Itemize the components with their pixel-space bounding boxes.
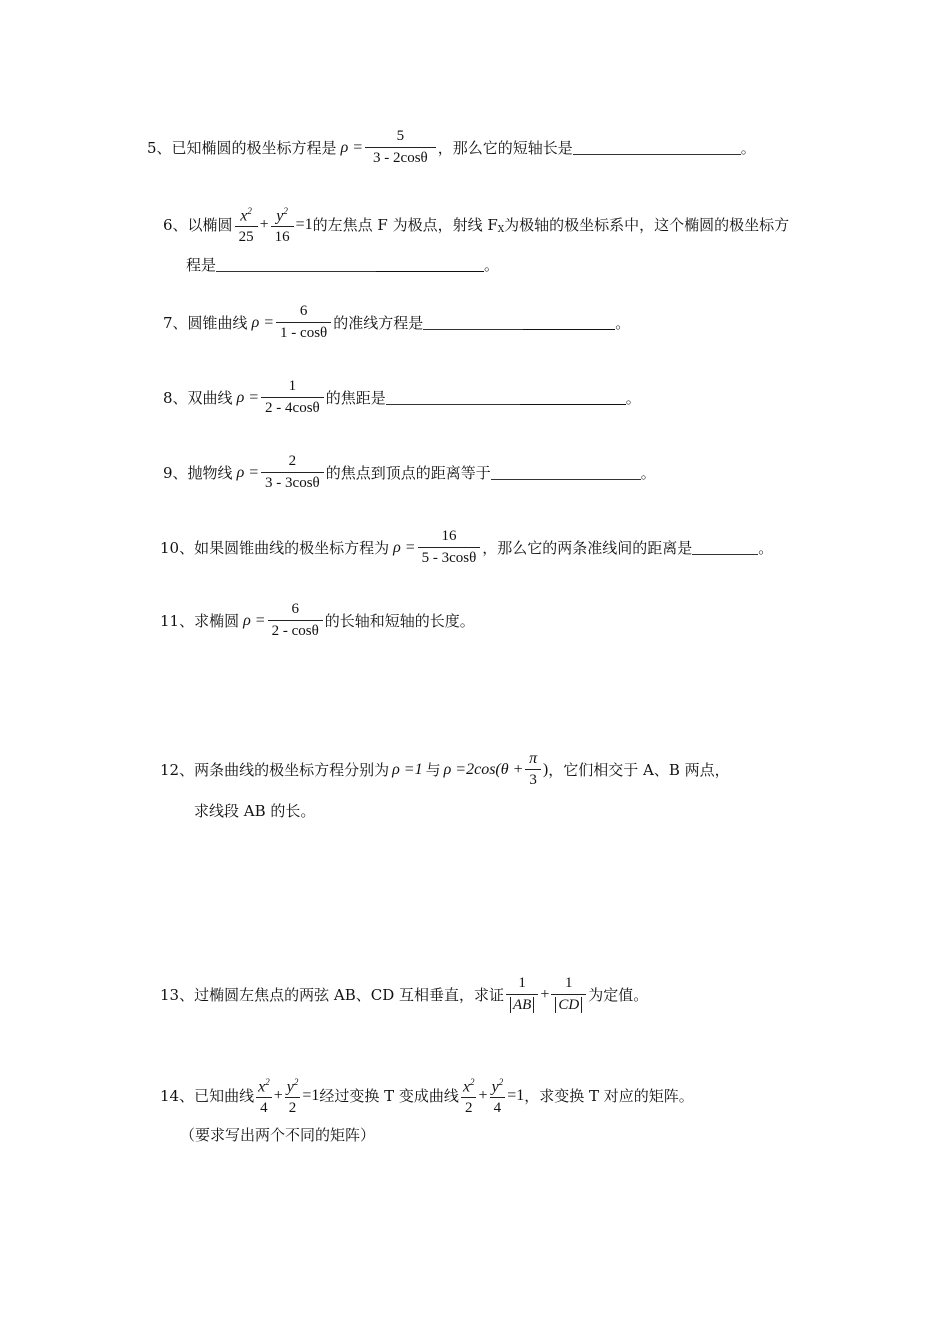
fraction-denominator: AB <box>506 994 538 1014</box>
question-number: 13、 <box>160 986 195 1004</box>
fraction <box>276 303 331 342</box>
plus-sign: + <box>273 1086 283 1104</box>
question-text: 程是 <box>186 256 217 274</box>
fraction-1-over-ab <box>506 975 538 1014</box>
question-number: 10、 <box>160 539 195 557</box>
answer-blank[interactable] <box>386 390 520 405</box>
fraction-denominator: 1 - cosθ <box>276 322 331 342</box>
equation-rho-1: ρ =1 <box>392 760 423 778</box>
plus-sign: + <box>478 1086 488 1104</box>
answer-blank[interactable] <box>692 540 758 555</box>
fraction-numerator: $y^2$ <box>286 1077 299 1096</box>
fraction-denominator: 4 <box>490 1097 506 1117</box>
subscript-x: X <box>497 224 505 235</box>
rho-symbol: ρ = <box>236 463 260 481</box>
question-7 <box>163 303 630 342</box>
fraction-x2-2 <box>461 1074 477 1117</box>
question-14-note <box>180 1124 375 1145</box>
rho-symbol: ρ = <box>251 313 275 331</box>
fraction <box>365 128 436 167</box>
fraction-numerator: 16 <box>441 528 457 544</box>
question-9 <box>163 453 656 492</box>
fraction-y2-16 <box>271 203 294 246</box>
fraction-numerator: 1 <box>518 975 526 991</box>
question-number: 12、 <box>160 761 195 779</box>
fraction <box>418 528 481 567</box>
fraction-numerator: $y^2$ <box>276 206 288 225</box>
question-text: 为极轴的极坐标系中，这个椭圆的极坐标方 <box>504 216 790 235</box>
equals-one: =1 <box>302 1086 320 1104</box>
question-text: 的准线方程是 <box>333 314 424 332</box>
question-text: 求椭圆 <box>194 612 240 630</box>
fraction-denominator: 16 <box>271 226 294 246</box>
answer-blank[interactable] <box>573 140 741 155</box>
fraction-denominator: 2 - 4cosθ <box>261 397 324 417</box>
question-text: ，那么它的短轴长是 <box>437 139 573 157</box>
answer-blank[interactable] <box>491 465 641 480</box>
fraction-numerator: 1 <box>288 378 297 394</box>
question-text: ，求变换 T 对应的矩阵。 <box>524 1087 694 1106</box>
fraction-numerator: $x^2$ <box>240 206 252 225</box>
question-number: 8、 <box>163 389 188 407</box>
equation-rho-cos: ρ =2cos(θ + <box>443 760 524 778</box>
question-text: 的左焦点 F 为极点，射线 F <box>312 216 498 235</box>
fraction-numerator: 1 <box>565 975 573 991</box>
equals-one: =1 <box>507 1086 525 1104</box>
question-text: 已知椭圆的极坐标方程是 <box>171 139 337 157</box>
fraction-1-over-cd <box>551 975 586 1014</box>
fraction-denominator: 4 <box>256 1097 272 1117</box>
answer-blank-underline <box>520 390 626 405</box>
question-text: 圆锥曲线 <box>187 314 248 332</box>
fraction-denominator: CD <box>551 994 586 1014</box>
question-text: 求线段 AB 的长。 <box>194 802 316 820</box>
question-text: 如果圆锥曲线的极坐标方程为 <box>194 539 390 557</box>
question-text: 的长轴和短轴的长度。 <box>324 612 475 630</box>
question-text: 为定值。 <box>588 986 649 1004</box>
question-number: 6、 <box>163 216 188 235</box>
answer-blank-underline <box>523 315 615 330</box>
question-6 <box>163 203 789 246</box>
question-text: 两条曲线的极坐标方程分别为 <box>194 761 390 779</box>
fraction <box>261 378 324 417</box>
plus-sign: + <box>259 215 269 233</box>
period: 。 <box>758 539 774 557</box>
question-text: 以椭圆 <box>187 216 233 235</box>
period: 。 <box>640 464 656 482</box>
question-text: ，它们相交于 A、B 两点， <box>548 761 730 779</box>
fraction-denominator: 2 - cosθ <box>268 620 323 640</box>
fraction <box>268 601 323 640</box>
fraction-numerator: 5 <box>396 128 405 144</box>
fraction-numerator: π <box>529 750 538 767</box>
period: 。 <box>740 139 756 157</box>
question-14 <box>160 1074 694 1117</box>
fraction-denominator: 25 <box>235 226 258 246</box>
question-text: 的焦距是 <box>325 389 386 407</box>
fraction-numerator: $y^2$ <box>491 1077 504 1096</box>
question-number: 11、 <box>160 612 195 630</box>
answer-blank[interactable] <box>423 315 523 330</box>
question-number: 9、 <box>163 464 188 482</box>
question-text: 与 <box>425 761 441 779</box>
fraction-denominator: 2 <box>285 1097 301 1117</box>
equals-one: =1 <box>295 215 313 233</box>
rho-symbol: ρ = <box>340 138 364 156</box>
fraction-denominator: 3 - 3cosθ <box>261 472 324 492</box>
fraction-denominator: 2 <box>461 1097 477 1117</box>
question-text: 已知曲线 <box>194 1087 255 1106</box>
fraction-x2-4 <box>256 1074 272 1117</box>
question-number: 7、 <box>163 314 188 332</box>
close-paren: ) <box>542 760 549 778</box>
question-number: 5、 <box>147 139 172 157</box>
fraction-y2-2 <box>285 1074 301 1117</box>
question-8 <box>163 378 641 417</box>
question-13 <box>160 975 648 1014</box>
rho-symbol: ρ = <box>243 611 266 629</box>
period: 。 <box>625 389 641 407</box>
period: 。 <box>615 314 631 332</box>
answer-blank-underline <box>376 257 484 272</box>
fraction-numerator: 2 <box>288 453 297 469</box>
fraction-x2-25 <box>235 203 258 246</box>
period: 。 <box>484 256 500 274</box>
answer-blank[interactable] <box>216 257 376 272</box>
rho-symbol: ρ = <box>393 538 416 556</box>
fraction-pi-3 <box>525 750 541 789</box>
rho-symbol: ρ = <box>236 388 260 406</box>
plus-sign: + <box>540 985 550 1003</box>
fraction-denominator: 3 <box>525 769 541 789</box>
question-text: （要求写出两个不同的矩阵） <box>180 1126 376 1144</box>
fraction-numerator: $x^2$ <box>462 1077 475 1096</box>
fraction <box>261 453 324 492</box>
fraction-numerator: 6 <box>299 303 308 319</box>
question-10 <box>160 528 773 567</box>
fraction-denominator: 5 - 3cosθ <box>418 547 481 567</box>
question-5 <box>147 128 756 167</box>
fraction-numerator: $x^2$ <box>258 1077 270 1096</box>
question-text: 过椭圆左焦点的两弦 AB、CD 互相垂直，求证 <box>194 986 504 1004</box>
fraction-y2-4 <box>490 1074 506 1117</box>
question-12-continued <box>194 800 315 821</box>
question-11 <box>160 601 475 640</box>
question-text: 的焦点到顶点的距离等于 <box>325 464 491 482</box>
question-6-continued <box>186 254 499 275</box>
question-text: 抛物线 <box>187 464 233 482</box>
question-number: 14、 <box>160 1087 195 1106</box>
question-text: ，那么它的两条准线间的距离是 <box>482 539 693 557</box>
question-text: 经过变换 T 变成曲线 <box>319 1087 459 1106</box>
fraction-denominator: 3 - 2cosθ <box>365 147 436 167</box>
fraction-numerator: 6 <box>291 601 299 617</box>
question-12 <box>160 750 730 789</box>
question-text: 双曲线 <box>187 389 233 407</box>
